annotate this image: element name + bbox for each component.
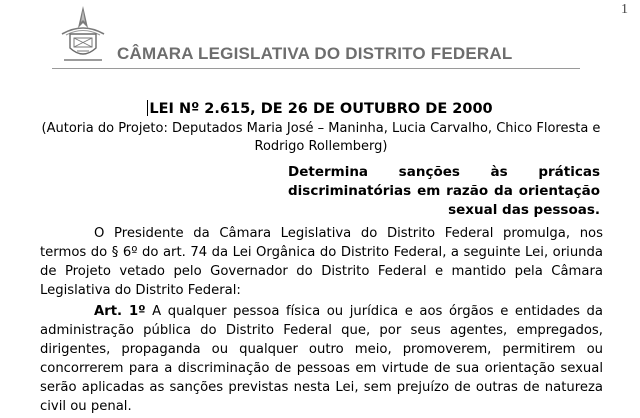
article-1-text: A qualquer pessoa física ou jurídica e aos órgãos e entidades da administração pública do Distrito Federal que, por seus agentes, empregados, dirigentes, propaganda ou qualquer outro meio, promoverem, permitirem ou concorrerem para a discriminação de pessoas em virtude de sua orientação sexual serão aplicadas as sanções previstas nesta Lei, sem prejuízo de outras de natureza civil ou penal.	[40, 304, 603, 414]
law-title[interactable]	[0, 100, 640, 117]
preamble-paragraph: O Presidente da Câmara Legislativa do Distrito Federal promulga, nos termos do § 6º do art. 74 da Lei Orgânica do Distrito Federal, a seguinte Lei, oriunda de Projeto vetado pelo Governador do Distrito Federal e mantido pela Câmara Legislativa do Distrito Federal:	[40, 226, 603, 298]
organization-name: CÂMARA LEGISLATIVA DO DISTRITO FEDERAL	[117, 44, 513, 63]
law-title-text: LEI Nº 2.615, DE 26 DE OUTUBRO DE 2000	[149, 101, 493, 117]
ementa: Determina sanções às práticas discriminatórias em razão da orientação sexual das pessoas.	[288, 164, 600, 218]
cldf-emblem-icon	[56, 4, 110, 64]
authorship-note: (Autoria do Projeto: Deputados Maria José – Maninha, Lucia Carvalho, Chico Floresta e Rodrigo Rollemberg)	[41, 121, 601, 154]
page-number: 1	[621, 2, 628, 17]
header-divider	[52, 68, 580, 69]
article-1-paragraph	[40, 302, 603, 416]
article-1-label: Art. 1º	[94, 304, 146, 319]
